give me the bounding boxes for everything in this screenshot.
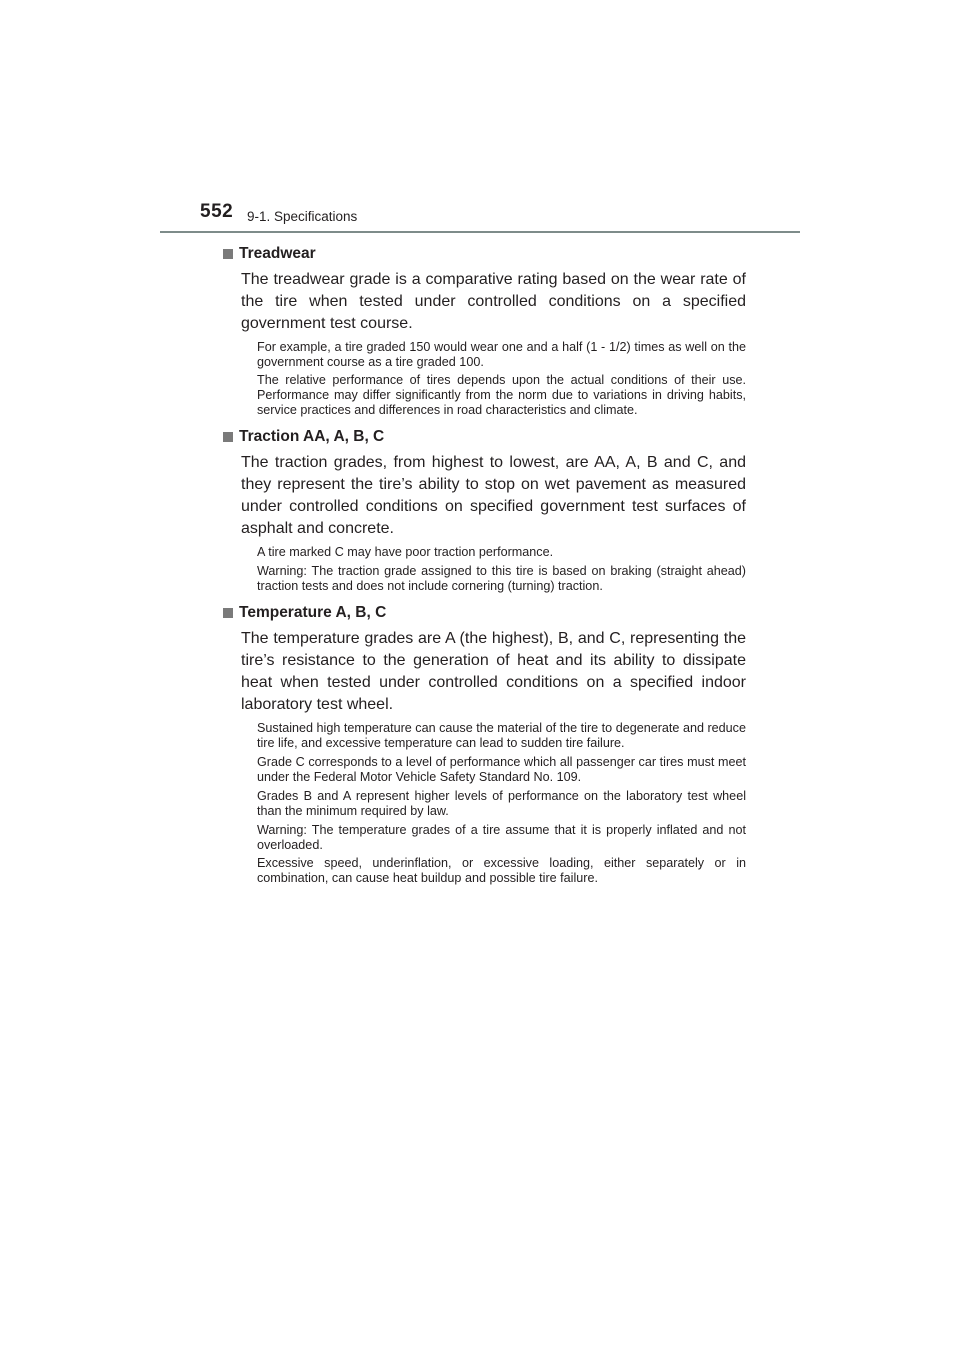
section-traction [226, 426, 746, 594]
section-label: 9-1. Specifications [247, 209, 358, 224]
page-number: 552 [200, 201, 234, 222]
section-heading [223, 243, 746, 265]
section-heading [223, 602, 746, 624]
square-bullet-icon [223, 432, 233, 442]
section-note: The relative performance of tires depends upon the actual conditions of their use. Performance may differ significantly from the norm due to variations in driving habits, service practices and differences in road characteristics and climate. [257, 373, 746, 417]
section-temperature [226, 602, 746, 886]
section-note: Sustained high temperature can cause the material of the tire to degenerate and reduce tire life, and excessive temperature can lead to sudden tire failure. [257, 721, 746, 750]
section-note: Grade C corresponds to a level of performance which all passenger car tires must meet under the Federal Motor Vehicle Safety Standard No. 109. [257, 755, 746, 784]
page-content [226, 243, 746, 894]
section-note: Warning: The temperature grades of a tire assume that it is properly inflated and not overloaded. [257, 823, 746, 852]
section-lead: The temperature grades are A (the highest), B, and C, representing the tire’s resistance to the generation of heat and its ability to dissipate heat when tested under controlled conditions on a specified indoor laboratory test wheel. [241, 630, 746, 713]
section-note: For example, a tire graded 150 would wear one and a half (1 - 1/2) times as well on the government course as a tire graded 100. [257, 340, 746, 369]
section-lead: The treadwear grade is a comparative rating based on the wear rate of the tire when tested under controlled conditions on a specified government test course. [241, 271, 746, 332]
section-title: Traction AA, A, B, C [239, 428, 385, 445]
square-bullet-icon [223, 608, 233, 618]
section-treadwear [226, 243, 746, 418]
section-note: A tire marked C may have poor traction performance. [257, 545, 554, 559]
header-rule [160, 231, 800, 233]
section-title: Treadwear [239, 245, 316, 262]
section-lead: The traction grades, from highest to lowest, are AA, A, B and C, and they represent the tire’s ability to stop on wet pavement as measured under controlled conditions on specified government test surfaces of asphalt and concrete. [241, 454, 746, 537]
section-note: Warning: The traction grade assigned to this tire is based on braking (straight ahead) traction tests and does not include cornering (turning) traction. [257, 564, 746, 593]
section-note: Excessive speed, underinflation, or excessive loading, either separately or in combination, can cause heat buildup and possible tire failure. [257, 856, 746, 885]
section-note: Grades B and A represent higher levels of performance on the laboratory test wheel than the minimum required by law. [257, 789, 746, 818]
section-title: Temperature A, B, C [239, 604, 387, 621]
square-bullet-icon [223, 249, 233, 259]
section-heading [223, 426, 746, 448]
